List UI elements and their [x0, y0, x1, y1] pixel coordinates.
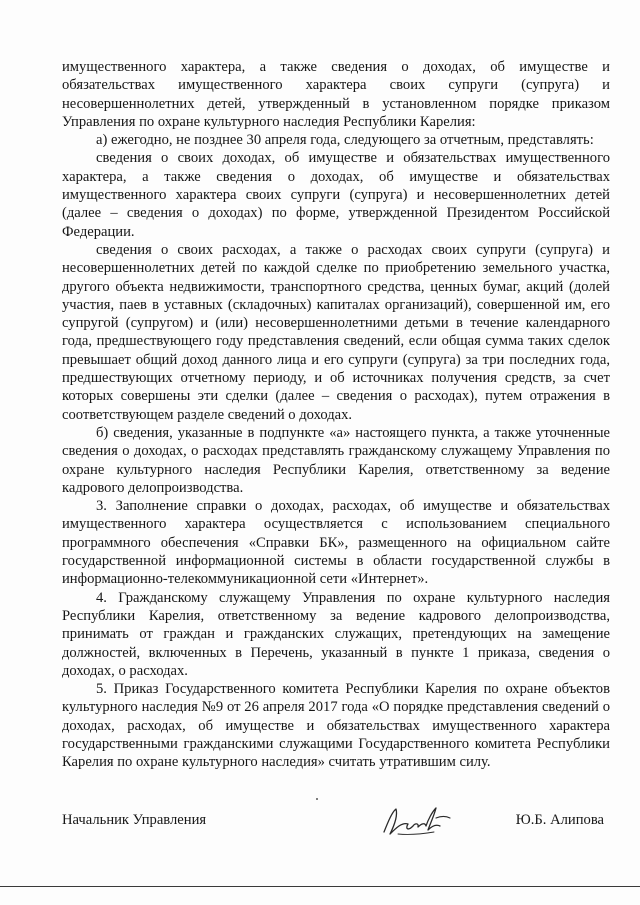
scan-speck [316, 798, 318, 800]
document-body [62, 58, 610, 772]
signature-block [62, 804, 610, 844]
paragraph-expense-info: сведения о своих расходах, а также о расходах своих супруги (супруга) и несовершеннолетних детей по каждой сделке по приобретению земельного участка, другого объекта недвижимости, транспортного средства, ценных бумаг, акций (долей участия, паев в уставных (складочных) капиталах организаций), совершенной им, его супругой (супругом) и (или) несовершеннолетними детьми в течение календарного года, предшествующего году представления сведений, если общая сумма таких сделок превышает общий доход данного лица и его супруги (супруга) за три последних года, предшествующих отчетному периоду, и об источниках получения средств, за счет которых совершены эти сделки (далее – сведения о расходах), путем отражения в соответствующем разделе сведений о доходах. [62, 241, 610, 423]
signatory-position: Начальник Управления [62, 812, 207, 828]
handwritten-signature [378, 804, 458, 838]
bottom-rule [0, 886, 640, 887]
paragraph-item-5: 5. Приказ Государственного комитета Республики Карелия по охране объектов культурного наследия №9 от 26 апреля 2017 года «О порядке представления сведений о доходах, расходах, об имуществе и обязательствах имущественного характера государственными гражданскими служащими Государственного комитета Республики Карелия по охране культурного наследия» считать утратившим силу. [62, 681, 610, 771]
paragraph-subitem-b: б) сведения, указанные в подпункте «а» настоящего пункта, а также уточненные сведения о доходах, о расходах представлять гражданскому служащему Управления по охране культурного наследия Республики Карелия, ответственному за ведение кадрового делопроизводства. [62, 424, 610, 496]
paragraph-income-info: сведения о своих доходах, об имуществе и обязательствах имущественного характера, а также сведения о доходах, об имуществе и обязательствах имущественного характера своих супруги (супруга) и несовершеннолетних детей (далее – сведения о доходах) по форме, утвержденной Президентом Российской Федерации. [62, 150, 610, 240]
paragraph-subitem-a: а) ежегодно, не позднее 30 апреля года, следующего за отчетным, представлять: [96, 132, 594, 149]
signatory-name: Ю.Б. Алипова [515, 812, 604, 828]
paragraph-item-4: 4. Гражданскому служащему Управления по охране культурного наследия Республики Карелия, ответственному за ведение кадрового делопроизводства, принимать от граждан и гражданских служащих, претендующих на замещение должностей, включенных в Перечень, указанный в пункте 1 приказа, сведения о доходах, о расходах. [62, 589, 610, 679]
paragraph-continuation: имущественного характера, а также сведения о доходах, об имуществе и обязательствах имущественного характера своих супруги (супруга) и несовершеннолетних детей, утвержденный в установленном порядке приказом Управления по охране культурного наследия Республики Карелия: [62, 59, 610, 130]
paragraph-item-3: 3. Заполнение справки о доходах, расходах, об имуществе и обязательствах имущественного характера осуществляется с использованием специального программного обеспечения «Справки БК», размещенного на официальном сайте государственной информационной системы в области государственной службы в информационно-телекоммуникационной сети «Интернет». [62, 498, 610, 588]
